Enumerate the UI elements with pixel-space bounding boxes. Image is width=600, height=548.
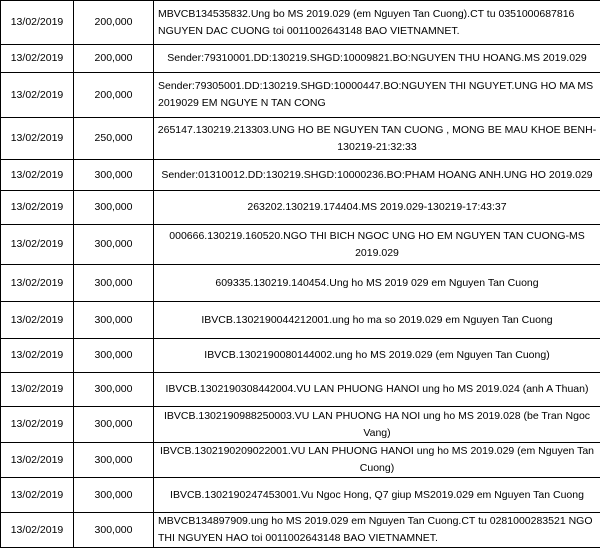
table-row <box>1 339 600 373</box>
date-cell: 13/02/2019 <box>1 191 74 225</box>
amount-cell: 300,000 <box>74 265 154 302</box>
description-cell: Sender:79310001.DD:130219.SHGD:10009821.BO:NGUYEN THU HOANG.MS 2019.029 <box>154 45 600 73</box>
description-cell: MBVCB134897909.ung ho MS 2019.029 em Nguyen Tan Cuong.CT tu 0281000283521 NGO THI NGUYEN HAO toi 0011002643148 BAO VIETNAMNET. <box>154 513 600 548</box>
description-cell: Sender:01310012.DD:130219.SHGD:10000236.BO:PHAM HOANG ANH.UNG HO 2019.029 <box>154 160 600 191</box>
date-cell: 13/02/2019 <box>1 73 74 118</box>
table-row <box>1 513 600 548</box>
date-cell: 13/02/2019 <box>1 478 74 513</box>
description-cell: IBVCB.1302190247453001.Vu Ngoc Hong, Q7 giup MS2019.029 em Nguyen Tan Cuong <box>154 478 600 513</box>
table-row <box>1 265 600 302</box>
donation-rows <box>1 1 600 548</box>
table-row <box>1 73 600 118</box>
date-cell: 13/02/2019 <box>1 45 74 73</box>
date-cell: 13/02/2019 <box>1 339 74 373</box>
date-cell: 13/02/2019 <box>1 1 74 45</box>
amount-cell: 300,000 <box>74 373 154 407</box>
description-cell: 000666.130219.160520.NGO THI BICH NGOC UNG HO EM NGUYEN TAN CUONG-MS 2019.029 <box>154 225 600 265</box>
table-row <box>1 160 600 191</box>
amount-cell: 300,000 <box>74 191 154 225</box>
date-cell: 13/02/2019 <box>1 160 74 191</box>
table-row <box>1 302 600 339</box>
amount-cell: 300,000 <box>74 407 154 443</box>
description-cell: 265147.130219.213303.UNG HO BE NGUYEN TAN CUONG , MONG BE MAU KHOE BENH-130219-21:32:33 <box>154 118 600 160</box>
table-row <box>1 118 600 160</box>
amount-cell: 250,000 <box>74 118 154 160</box>
date-cell: 13/02/2019 <box>1 407 74 443</box>
table-row <box>1 478 600 513</box>
table-row <box>1 443 600 478</box>
date-cell: 13/02/2019 <box>1 118 74 160</box>
table-row <box>1 45 600 73</box>
description-cell: IBVCB.1302190080144002.ung ho MS 2019.029 (em Nguyen Tan Cuong) <box>154 339 600 373</box>
amount-cell: 200,000 <box>74 45 154 73</box>
amount-cell: 300,000 <box>74 478 154 513</box>
date-cell: 13/02/2019 <box>1 373 74 407</box>
amount-cell: 300,000 <box>74 339 154 373</box>
table-row <box>1 407 600 443</box>
description-cell: MBVCB134535832.Ung bo MS 2019.029 (em Nguyen Tan Cuong).CT tu 0351000687816 NGUYEN DAC CUONG toi 0011002643148 BAO VIETNAMNET. <box>154 1 600 45</box>
amount-cell: 300,000 <box>74 225 154 265</box>
description-cell: Sender:79305001.DD:130219.SHGD:10000447.BO:NGUYEN THI NGUYET.UNG HO MA MS 2019029 EM NGUYE N TAN CONG <box>154 73 600 118</box>
description-cell: IBVCB.1302190044212001.ung ho ma so 2019.029 em Nguyen Tan Cuong <box>154 302 600 339</box>
description-cell: 263202.130219.174404.MS 2019.029-130219-17:43:37 <box>154 191 600 225</box>
description-cell: IBVCB.1302190308442004.VU LAN PHUONG HANOI ung ho MS 2019.024 (anh A Thuan) <box>154 373 600 407</box>
table-row <box>1 191 600 225</box>
amount-cell: 200,000 <box>74 73 154 118</box>
amount-cell: 300,000 <box>74 513 154 548</box>
description-cell: IBVCB.1302190988250003.VU LAN PHUONG HA NOI ung ho MS 2019.028 (be Tran Ngoc Vang) <box>154 407 600 443</box>
table-row <box>1 225 600 265</box>
date-cell: 13/02/2019 <box>1 513 74 548</box>
date-cell: 13/02/2019 <box>1 265 74 302</box>
amount-cell: 300,000 <box>74 443 154 478</box>
amount-cell: 300,000 <box>74 302 154 339</box>
date-cell: 13/02/2019 <box>1 302 74 339</box>
date-cell: 13/02/2019 <box>1 443 74 478</box>
table-row <box>1 373 600 407</box>
amount-cell: 300,000 <box>74 160 154 191</box>
description-cell: IBVCB.1302190209022001.VU LAN PHUONG HANOI ung ho MS 2019.029 (em Nguyen Tan Cuong) <box>154 443 600 478</box>
amount-cell: 200,000 <box>74 1 154 45</box>
description-cell: 609335.130219.140454.Ung ho MS 2019 029 em Nguyen Tan Cuong <box>154 265 600 302</box>
date-cell: 13/02/2019 <box>1 225 74 265</box>
table-row <box>1 1 600 45</box>
